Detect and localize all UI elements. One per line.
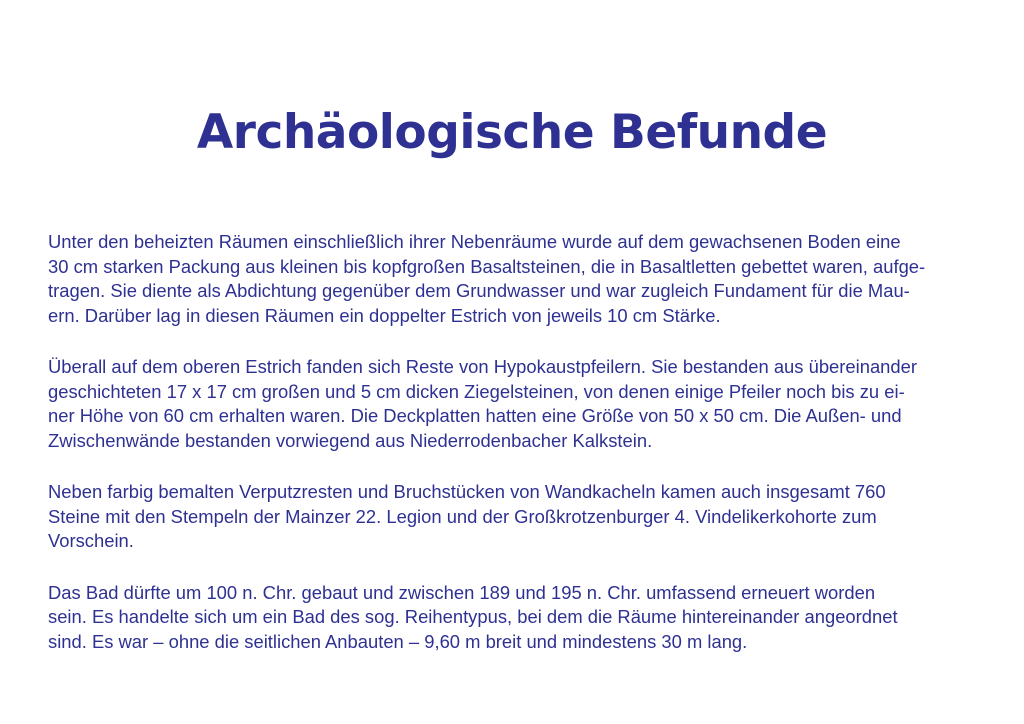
text-line: Überall auf dem oberen Estrich fanden sich Reste von Hypokaustpfeilern. Sie bestanden aus übereinander — [48, 356, 917, 377]
paragraph-finds — [48, 480, 988, 554]
page-title: Archäologische Befunde — [196, 105, 828, 160]
paragraph-dating — [48, 581, 988, 655]
text-line: ern. Darüber lag in diesen Räumen ein doppelter Estrich von jeweils 10 cm Stärke. — [48, 304, 721, 326]
text-line: Das Bad dürfte um 100 n. Chr. gebaut und zwischen 189 und 195 n. Chr. umfassend erneuert worden — [48, 581, 876, 603]
text-line: Vorschein. — [48, 530, 134, 551]
text-line: sein. Es handelte sich um ein Bad des sog. Reihentypus, bei dem die Räume hintereinander angeordnet — [48, 606, 898, 627]
text-line: Unter den beheizten Räumen einschließlich ihrer Nebenräume wurde auf dem gewachsenen Boden eine — [48, 231, 901, 252]
text-line: ner Höhe von 60 cm erhalten waren. Die Deckplatten hatten eine Größe von 50 x 50 cm. Die Außen- und — [48, 405, 902, 426]
paragraph-hypocaust — [48, 355, 988, 453]
text-line: geschichteten 17 x 17 cm großen und 5 cm dicken Ziegelsteinen, von denen einige Pfeiler noch bis zu ei- — [48, 380, 905, 402]
document-body — [48, 230, 988, 681]
paragraph-construction — [48, 230, 988, 328]
text-line: tragen. Sie diente als Abdichtung gegenüber dem Grundwasser und war zugleich Fundament für die Mau- — [48, 280, 910, 301]
text-line: sind. Es war – ohne die seitlichen Anbauten – 9,60 m breit und mindestens 30 m lang. — [48, 630, 748, 652]
text-line: 30 cm starken Packung aus kleinen bis kopfgroßen Basaltsteinen, die in Basaltletten gebettet waren, aufge- — [48, 255, 926, 277]
text-line: Neben farbig bemalten Verputzresten und Bruchstücken von Wandkacheln kamen auch insgesamt 760 — [48, 481, 886, 502]
text-line: Steine mit den Stempeln der Mainzer 22. Legion und der Großkrotzenburger 4. Vindelikerkohorte zum — [48, 505, 877, 527]
text-line: Zwischenwände bestanden vorwiegend aus Niederrodenbacher Kalkstein. — [48, 429, 653, 451]
